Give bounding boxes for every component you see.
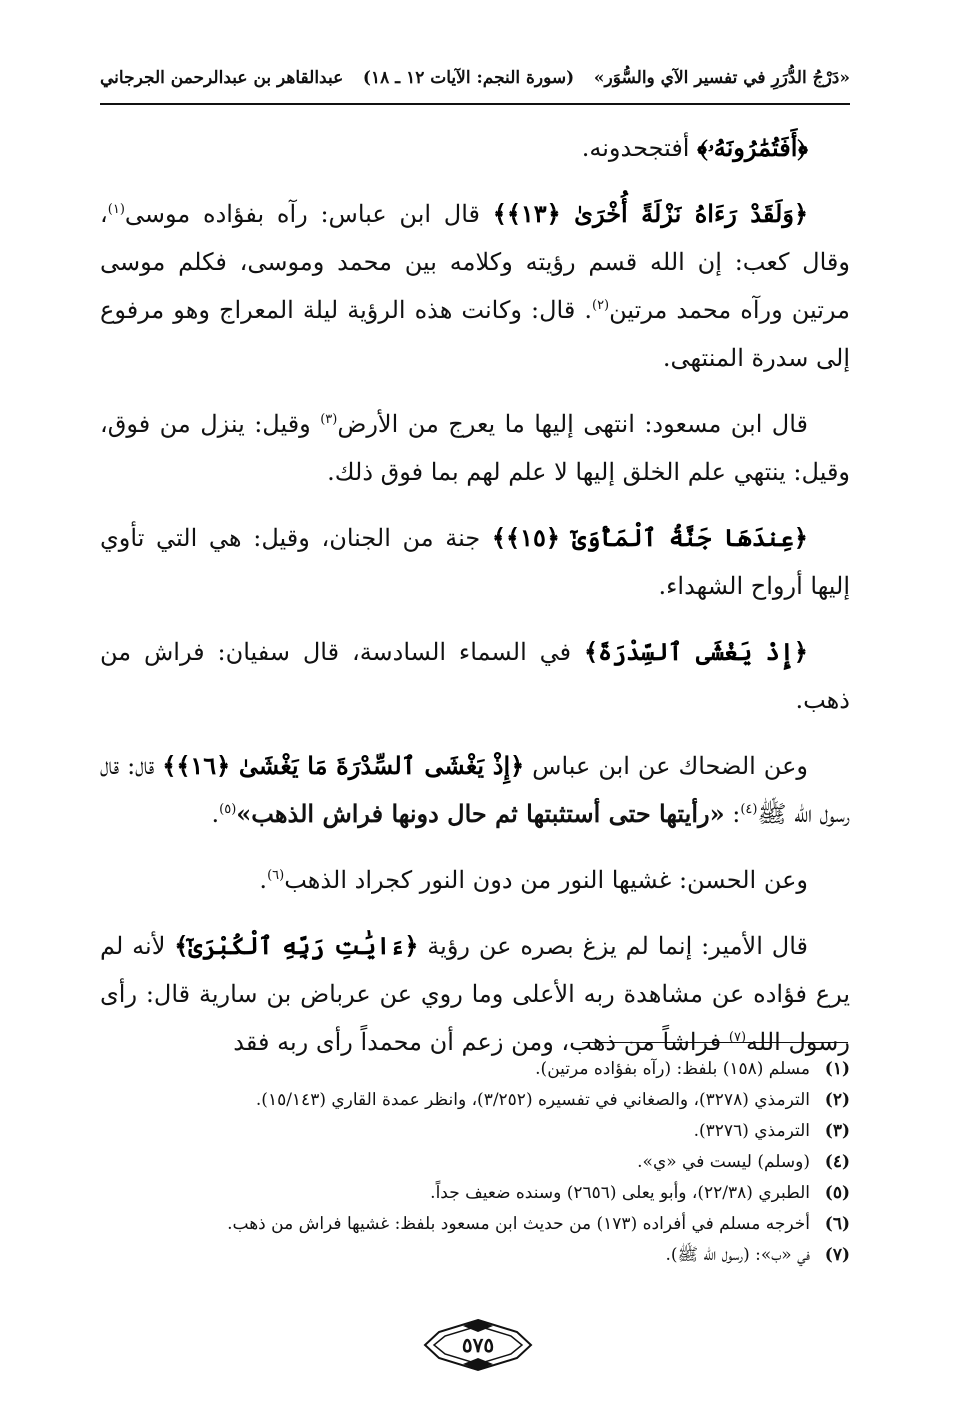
footnote-item bbox=[100, 1116, 850, 1147]
header-author: عبدالقاهر بن عبدالرحمن الجرجاني bbox=[100, 68, 344, 88]
footnote-ref-7[interactable]: (٧) bbox=[728, 1030, 747, 1045]
hadith-quote: «رأيتها حتى أستثبتها ثم حال دونها فراش الذهب» bbox=[236, 799, 725, 828]
footnote-text: مسلم (١٥٨) بلفظ: (رآه بفؤاده مرتين). bbox=[535, 1059, 810, 1079]
footnote-item bbox=[100, 1054, 850, 1085]
commentary-text: وعن الضحاك عن ابن عباس bbox=[524, 752, 808, 780]
footnote-text: أخرجه مسلم في أفراده (١٧٣) من حديث ابن مسعود بلفظ: غشيها فراش من ذهب. bbox=[227, 1214, 810, 1234]
footnote-ref-6[interactable]: (٦) bbox=[267, 868, 285, 883]
footnotes bbox=[100, 1054, 850, 1271]
paragraph-8 bbox=[100, 922, 850, 1066]
footnote-number: (٤) bbox=[824, 1152, 850, 1172]
commentary-text: لأنه لم يرع فؤاده عن مشاهدة ربه الأعلى وما روي عن عرباض بن سارية قال: رأى رسول الله bbox=[100, 932, 850, 1056]
commentary-text: قال ابن عباس: رآه بفؤاده موسى bbox=[124, 200, 493, 228]
footnote-divider bbox=[582, 1042, 848, 1043]
page-number: ٥٧٥ bbox=[461, 1333, 495, 1357]
paragraph-7 bbox=[100, 856, 850, 904]
header-divider bbox=[100, 103, 850, 105]
quran-verse: ﴿إِذْ يَغْشَى ٱلسِّدْرَةَ﴾ bbox=[583, 637, 808, 666]
footnote-item bbox=[100, 1147, 850, 1178]
footnote-number: (٦) bbox=[824, 1214, 850, 1234]
footnote-text: في «ب»: (رسول الله ﷺ). bbox=[665, 1245, 810, 1265]
commentary-text: وعن الحسن: غشيها النور من دون النور كجراد الذهب bbox=[284, 866, 808, 894]
footnote-item bbox=[100, 1085, 850, 1116]
commentary-text: : bbox=[724, 800, 741, 828]
commentary-text: قال: قال رسول الله ﷺ bbox=[100, 752, 850, 828]
footnote-item bbox=[100, 1240, 850, 1271]
main-text bbox=[100, 124, 850, 1084]
footnote-item bbox=[100, 1178, 850, 1209]
commentary-text: في السماء السادسة، قال سفيان: فراش من ذهب. bbox=[100, 638, 850, 714]
commentary-text: جنة من الجنان، وقيل: هي التي تأوي إليها أرواح الشهداء. bbox=[100, 524, 850, 600]
commentary-text: . bbox=[259, 866, 268, 894]
footnote-ref-5[interactable]: (٥) bbox=[219, 802, 237, 817]
footnote-number: (٥) bbox=[824, 1183, 850, 1203]
running-header bbox=[100, 58, 850, 98]
commentary-text: أفتجحدونه. bbox=[581, 134, 698, 162]
footnote-item bbox=[100, 1209, 850, 1240]
paragraph-5 bbox=[100, 628, 850, 724]
commentary-text: . bbox=[211, 800, 220, 828]
header-surah-range: (سورة النجم: الآيات ١٢ ـ ١٨) bbox=[362, 68, 575, 88]
header-book-title: «دَرْجُ الدُّرَرِ في تفسير الآي والسُّوَر» bbox=[593, 68, 850, 88]
paragraph-6 bbox=[100, 742, 850, 838]
footnote-ref-3[interactable]: (٣) bbox=[320, 412, 338, 427]
paragraph-3 bbox=[100, 400, 850, 496]
quran-verse: ﴿وَلَقَدْ رَءَاهُ نَزْلَةً أُخْرَىٰ ﴿١٣﴾﴾ bbox=[492, 199, 809, 228]
footnote-text: (وسلم) ليست في «ي». bbox=[637, 1152, 810, 1172]
quran-verse: ﴿عِندَهَا جَنَّةُ ٱلْمَأْوَىٰٓ ﴿١٥﴾﴾ bbox=[491, 523, 808, 552]
footnote-ref-2[interactable]: (٢) bbox=[591, 298, 610, 313]
footnote-text: الترمذي (٣٢٧٦). bbox=[693, 1121, 810, 1141]
commentary-text: وقيل: ينزل من فوق، وقيل: ينتهي علم الخلق إليها لا علم لهم بما فوق ذلك. bbox=[100, 410, 850, 486]
paragraph-4 bbox=[100, 514, 850, 610]
quran-verse: ﴿إِذْ يَغْشَى ٱلسِّدْرَةَ مَا يَغْشَىٰ ﴿١٦﴾﴾ bbox=[162, 751, 525, 780]
footnote-number: (٣) bbox=[824, 1121, 850, 1141]
paragraph-2 bbox=[100, 190, 850, 382]
footnote-text: الطبري (٢٢/٣٨)، وأبو يعلى (٢٦٥٦) وسنده ضعيف جداً. bbox=[430, 1183, 810, 1203]
footnote-text: الترمذي (٣٢٧٨)، والصغاني في تفسيره (٣/٢٥٢)، وانظر عمدة القاري (١٥/١٤٣). bbox=[255, 1090, 810, 1110]
paragraph-1 bbox=[100, 124, 850, 172]
footnote-ref-4[interactable]: (٤) bbox=[740, 802, 758, 817]
page-number-ornament bbox=[423, 1318, 533, 1372]
commentary-text: قال الأمير: إنما لم يزغ بصره عن رؤية bbox=[418, 932, 808, 960]
footnote-number: (٧) bbox=[824, 1245, 850, 1265]
footnote-number: (١) bbox=[824, 1059, 850, 1079]
footnote-number: (٢) bbox=[824, 1090, 850, 1110]
commentary-text: . قال: وكانت هذه الرؤية ليلة المعراج وهو مرفوع إلى سدرة المنتهى. bbox=[100, 296, 850, 372]
footnote-ref-1[interactable]: (١) bbox=[107, 202, 125, 217]
quran-verse: ﴿أَفَتُمَٰرُونَهُۥ﴾ bbox=[697, 133, 808, 162]
commentary-text: قال ابن مسعود: انتهى إليها ما يعرج من الأرض bbox=[337, 410, 808, 438]
commentary-text: فراشاً من ذهب، ومن زعم أن محمداً رأى ربه فقد bbox=[233, 1028, 729, 1056]
quran-verse: ﴿ءَايَٰتِ رَبِّهِ ٱلْكُبْرَىٰٓ﴾ bbox=[174, 931, 419, 960]
commentary-text: ، وقال كعب: إن الله قسم رؤيته وكلامه بين محمد وموسى، فكلم موسى مرتين ورآه محمد مرتين bbox=[100, 200, 850, 324]
